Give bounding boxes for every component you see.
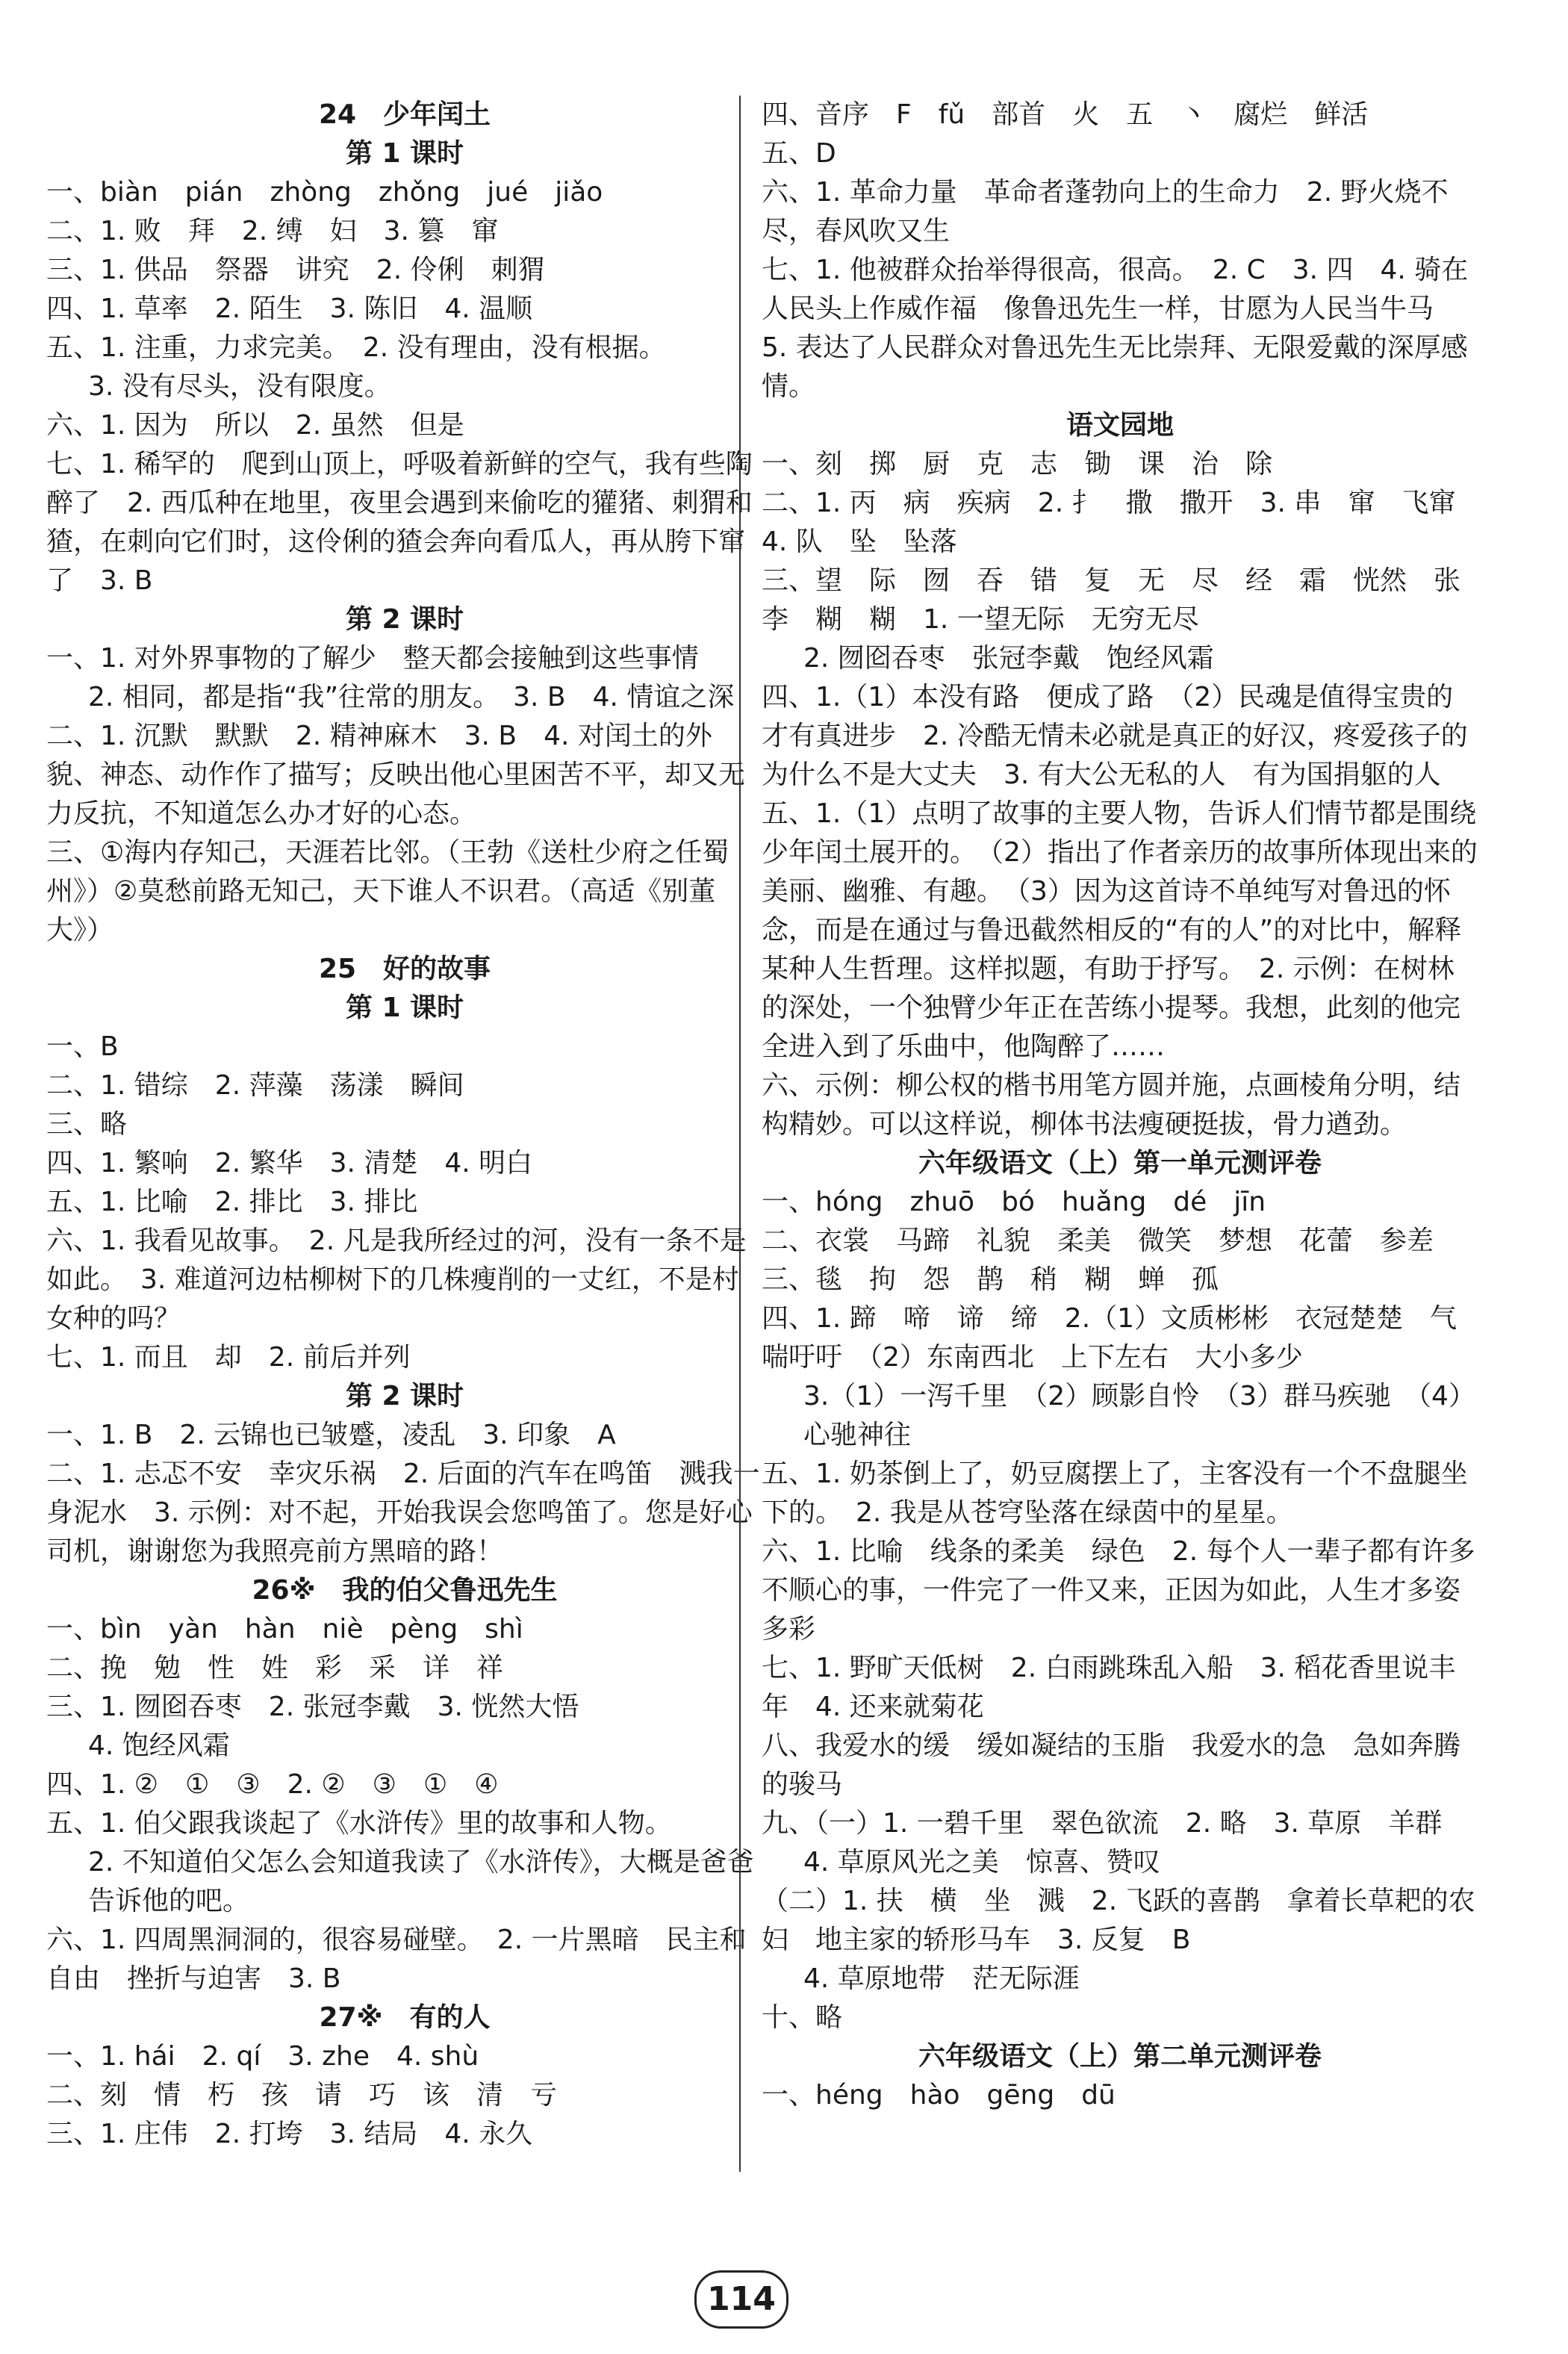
answer-line: 一、刻 掷 厨 克 志 锄 课 治 除 [762,449,1273,479]
answer-line: 四、音序 F fǔ 部首 火 五 丶 腐烂 鲜活 [762,99,1369,130]
answer-line: 四、1.（1）本没有路 便成了路 （2）民魂是值得宝贵的 才有真进步 2. 冷酷无情未必就是真正的好汉，疼爱孩子的为什么不是大丈夫 3. 有大公无私的人 有为国捐躯的人 [762,682,1481,790]
answer-line-continued: 3.（1）一泻千里 （2）顾影自怜 （3）群马疾驰 （4）心驰神往 [803,1381,1475,1450]
answer-line-continued: 4. 饱经风霜 [88,1730,230,1761]
answer-line: （二）1. 扶 横 坐 溅 2. 飞跃的喜鹊 拿着长草耙的农妇 地主家的轿形马车 3. 反复 B [762,1886,1475,1955]
section-title: 27※ 有的人 [319,2002,491,2033]
answer-line: 五、1.（1）点明了故事的主要人物，告诉人们情节都是围绕少年闰土展开的。 （2）指出了作者亲历的故事所体现出来的美丽、幽雅、有趣。 （3）因为这首诗不单纯写对鲁迅的怀念，而是在通过与鲁迅截然相反的“有的人”的对比中，解释某种人生哲理。这样拟题，有助于抒写。 2. 示例：在树林的深处，一个独臂少年正在苦练小提琴。我想，此刻的他完全进入到了乐曲中，他陶醉了…… [762,798,1478,1062]
answer-line: 一、1. 对外界事物的了解少 整天都会接触到这些事情 [46,643,699,674]
answer-line: 六、示例：柳公权的楷书用笔方圆并施，点画棱角分明，结构精妙。可以这样说，柳体书法瘦硬挺拔，骨力遒劲。 [762,1070,1461,1140]
section-title: 六年级语文（上）第二单元测评卷 [918,2041,1322,2072]
lesson-subtitle: 第 2 课时 [345,604,464,635]
answer-line: 二、刻 情 朽 孩 请 巧 该 清 亏 [46,2080,558,2111]
lesson-subtitle: 第 2 课时 [345,1381,464,1412]
answer-line: 一、héng hào gēng dū [762,2080,1116,2111]
lesson-subtitle: 第 1 课时 [345,993,464,1023]
answer-line-continued: 2. 囫囵吞枣 张冠李戴 饱经风霜 [803,643,1214,674]
answer-line: 一、biàn pián zhòng zhǒng jué jiǎo [46,177,603,208]
answer-line: 三、望 际 囫 吞 错 复 无 尽 经 霜 恍然 张 李 糊 糊 1. 一望无际 无穷无尽 [762,565,1488,635]
answer-line: 五、1. 比喻 2. 排比 3. 排比 [46,1187,418,1217]
answer-line: 五、D [762,138,836,169]
answer-line: 五、1. 奶茶倒上了，奶豆腐摆上了，主客没有一个不盘腿坐下的。 2. 我是从苍穹坠落在绿茵中的星星。 [762,1459,1468,1528]
answer-line-continued: 2. 不知道伯父怎么会知道我读了《水浒传》，大概是爸爸告诉他的吧。 [88,1847,754,1916]
answer-line: 二、挽 勉 性 姓 彩 采 详 祥 [46,1653,504,1683]
answer-line-continued: 3. 没有尽头，没有限度。 [88,371,391,402]
answer-line: 十、略 [762,2002,843,2033]
answer-line: 六、1. 革命力量 革命者蓬勃向上的生命力 2. 野火烧不尽，春风吹又生 [762,177,1449,246]
answer-line: 一、1. B 2. 云锦也已皱蹙，凌乱 3. 印象 A [46,1420,616,1450]
answer-line: 一、1. hái 2. qí 3. zhe 4. shù [46,2041,479,2072]
section-title: 24 少年闰土 [318,99,491,130]
right-column [762,96,1488,2115]
answer-line: 三、1. 供品 祭器 讲究 2. 伶俐 刺猬 [46,255,545,285]
answer-line: 三、①海内存知己，天涯若比邻。（王勃《送杜少府之任蜀州》）②莫愁前路无知己，天下谁人不识君。（高适《别董大》） [46,837,729,945]
answer-line: 九、（一）1. 一碧千里 翠色欲流 2. 略 3. 草原 羊群 [762,1808,1443,1839]
answer-line: 二、衣裳 马蹄 礼貌 柔美 微笑 梦想 花蕾 参差 [762,1226,1434,1256]
answer-line: 三、1. 庄伟 2. 打垮 3. 结局 4. 永久 [46,2119,533,2149]
answer-line: 一、bìn yàn hàn niè pèng shì [46,1614,523,1645]
answer-line: 七、1. 稀罕的 爬到山顶上，呼吸着新鲜的空气，我有些陶醉了 2. 西瓜种在地里，夜里会遇到来偷吃的獾猪、刺猬和猹，在刺向它们时，这伶俐的猹会奔向看瓜人，再从胯下窜了 3. B [46,449,753,596]
answer-line-continued: 2. 相同，都是指“我”往常的朋友。 3. B 4. 情谊之深 [88,682,735,712]
answer-line: 七、1. 野旷天低树 2. 白雨跳珠乱入船 3. 稻花香里说丰年 4. 还来就菊花 [762,1653,1456,1722]
answer-line: 八、我爱水的缓 缓如凝结的玉脂 我爱水的急 急如奔腾的骏马 [762,1730,1461,1800]
section-title: 六年级语文（上）第一单元测评卷 [918,1148,1322,1178]
answer-line: 三、毯 拘 怨 鹊 稍 糊 蝉 孤 [762,1264,1219,1295]
answer-line-continued: 4. 草原地带 茫无际涯 [803,1963,1080,1994]
answer-line: 四、1. 草率 2. 陌生 3. 陈旧 4. 温顺 [46,294,533,324]
left-column [46,96,763,2154]
answer-line: 五、1. 注重，力求完美。 2. 没有理由，没有根据。 [46,332,666,363]
lesson-subtitle: 第 1 课时 [345,138,464,169]
answer-line: 七、1. 而且 却 2. 前后并列 [46,1342,411,1373]
answer-line: 四、1. ② ① ③ 2. ② ③ ① ④ [46,1769,499,1800]
answer-line: 二、1. 沉默 默默 2. 精神麻木 3. B 4. 对闰土的外貌、神态、动作作了描写；反映出他心里困苦不平，却又无力反抗，不知道怎么办才好的心态。 [46,721,746,829]
answer-line: 四、1. 蹄 啼 谛 缔 2.（1）文质彬彬 衣冠楚楚 气喘吁吁 （2）东南西北 上下左右 大小多少 [762,1303,1457,1373]
page-number: 114 [694,2270,788,2329]
answer-line: 二、1. 丙 病 疾病 2. 扌 撒 撒开 3. 串 窜 飞窜 4. 队 坠 坠落 [762,488,1483,557]
answer-line: 六、1. 四周黑洞洞的，很容易碰壁。 2. 一片黑暗 民主和自由 挫折与迫害 3. B [46,1925,747,1994]
answer-line: 二、1. 败 拜 2. 缚 妇 3. 篡 窜 [46,216,499,246]
answer-line: 七、1. 他被群众抬举得很高，很高。 2. C 3. 四 4. 骑在人民头上作威作福 像鲁迅先生一样，甘愿为人民当牛马 5. 表达了人民群众对鲁迅先生无比崇拜、无限爱戴的深厚感情。 [762,255,1469,402]
section-title: 语文园地 [1065,410,1174,441]
column-divider [739,96,741,2172]
answer-line: 三、略 [46,1109,128,1140]
answer-line: 二、1. 错综 2. 萍藻 荡漾 瞬间 [46,1070,464,1101]
answer-line: 三、1. 囫囵吞枣 2. 张冠李戴 3. 恍然大悟 [46,1692,579,1722]
answer-line-continued: 4. 草原风光之美 惊喜、赞叹 [803,1847,1160,1878]
answer-line: 一、hóng zhuō bó huǎng dé jīn [762,1187,1266,1217]
answer-line: 六、1. 比喻 线条的柔美 绿色 2. 每个人一辈子都有许多不顺心的事，一件完了一件又来，正因为如此，人生才多姿多彩 [762,1536,1475,1645]
answer-line: 四、1. 繁响 2. 繁华 3. 清楚 4. 明白 [46,1148,533,1178]
answer-line: 一、B [46,1031,119,1062]
answer-line: 五、1. 伯父跟我谈起了《水浒传》里的故事和人物。 [46,1808,672,1839]
section-title: 25 好的故事 [318,954,491,984]
section-title: 26※ 我的伯父鲁迅先生 [252,1575,558,1606]
answer-line: 二、1. 忐忑不安 幸灾乐祸 2. 后面的汽车在鸣笛 溅我一身泥水 3. 示例：对不起，开始我误会您鸣笛了。您是好心司机，谢谢您为我照亮前方黑暗的路！ [46,1459,760,1567]
answer-line: 六、1. 因为 所以 2. 虽然 但是 [46,410,464,441]
answer-line: 六、1. 我看见故事。 2. 凡是我所经过的河，没有一条不是如此。 3. 难道河边枯柳树下的几株瘦削的一丈红，不是村女种的吗？ [46,1226,747,1334]
